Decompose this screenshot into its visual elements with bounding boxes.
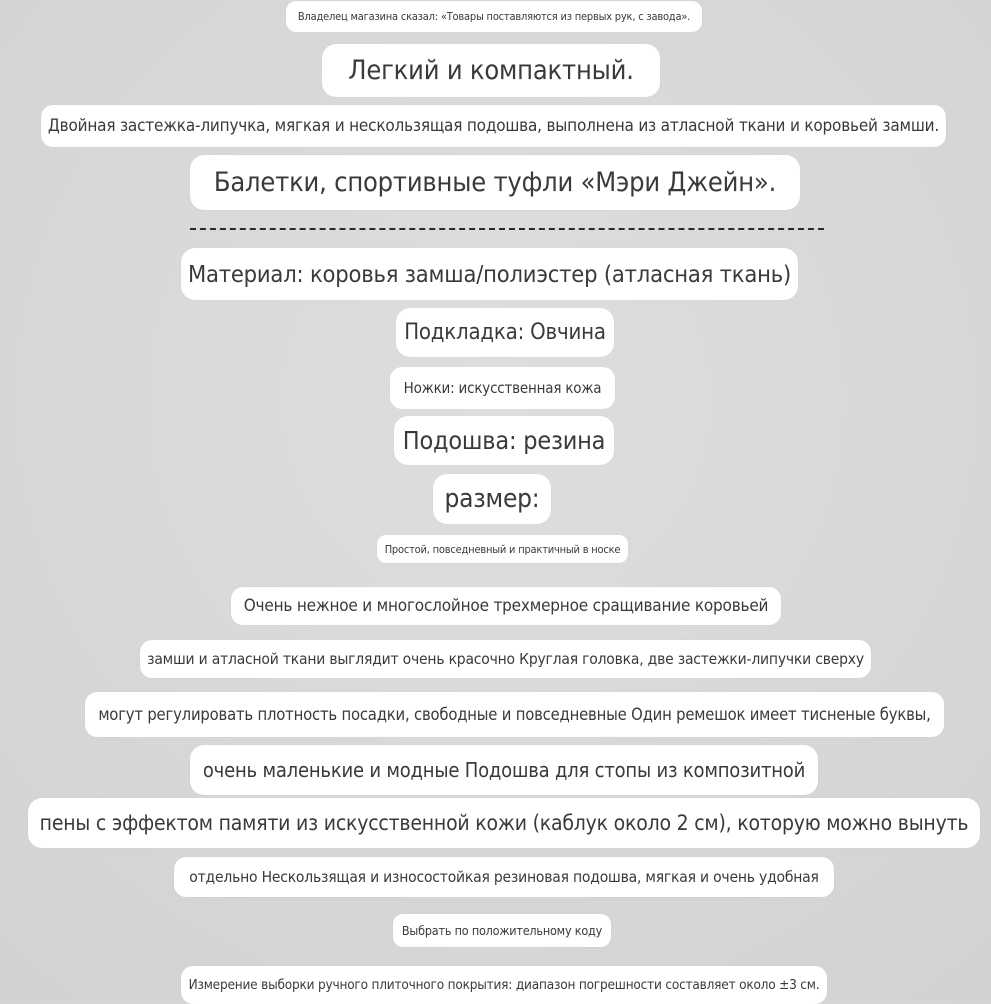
- product-title: [190, 155, 800, 210]
- light-compact-label: [322, 44, 660, 97]
- size-label: [433, 474, 551, 524]
- sole-label: [394, 416, 614, 465]
- choose-code-text: Выбрать по положительному коду: [401, 923, 603, 938]
- product-title-text: Балетки, спортивные туфли «Мэри Джейн».: [213, 167, 777, 198]
- owner-quote-label: [286, 1, 702, 32]
- desc-line-5-text: пены с эффектом памяти из искусственной кожи (каблук около 2 см), которую можно вынуть: [39, 811, 969, 835]
- desc-line-6: [174, 857, 834, 897]
- material-label: [181, 248, 798, 300]
- measure-text: Измерение выборки ручного плиточного покрытия: диапазон погрешности составляет около ±3 см.: [188, 977, 820, 993]
- owner-quote-text: Владелец магазина сказал: «Товары поставляются из первых рук, с завода».: [297, 10, 691, 23]
- desc-line-3-text: могут регулировать плотность посадки, свободные и повседневные Один ремешок имеет тисненые буквы,: [98, 705, 931, 724]
- desc-line-2-text: замши и атласной ткани выглядит очень красочно Круглая головка, две застежки-липучки сверху: [147, 650, 864, 668]
- simple-text: Простой, повседневный и практичный в носке: [384, 542, 621, 556]
- simple-label: [377, 535, 628, 563]
- desc-line-2: [140, 640, 871, 678]
- size-text: размер:: [444, 484, 540, 514]
- desc-line-6-text: отдельно Нескользящая и износостойкая резиновая подошва, мягкая и очень удобная: [189, 868, 819, 886]
- desc-line-4: [190, 745, 818, 795]
- desc-line-4-text: очень маленькие и модные Подошва для стопы из композитной: [202, 758, 806, 782]
- choose-code-label: [393, 914, 611, 947]
- legs-label: [390, 367, 615, 409]
- lining-label: [396, 308, 614, 357]
- double-velcro-text: Двойная застежка-липучка, мягкая и нескользящая подошва, выполнена из атласной ткани и коровьей замши.: [47, 116, 940, 136]
- sole-text: Подошва: резина: [402, 426, 606, 455]
- desc-line-1-text: Очень нежное и многослойное трехмерное сращивание коровьей: [243, 596, 769, 616]
- dashed-divider-line: [190, 228, 824, 230]
- legs-text: Ножки: искусственная кожа: [403, 379, 602, 397]
- dashed-divider: [190, 221, 824, 235]
- desc-line-5: [28, 798, 980, 848]
- desc-line-3: [85, 692, 944, 737]
- double-velcro-label: [41, 105, 946, 147]
- lining-text: Подкладка: Овчина: [404, 320, 606, 345]
- desc-line-1: [231, 587, 781, 625]
- measure-label: [181, 966, 827, 1004]
- light-compact-text: Легкий и компактный.: [348, 55, 634, 86]
- material-text: Материал: коровья замша/полиэстер (атласная ткань): [187, 260, 792, 288]
